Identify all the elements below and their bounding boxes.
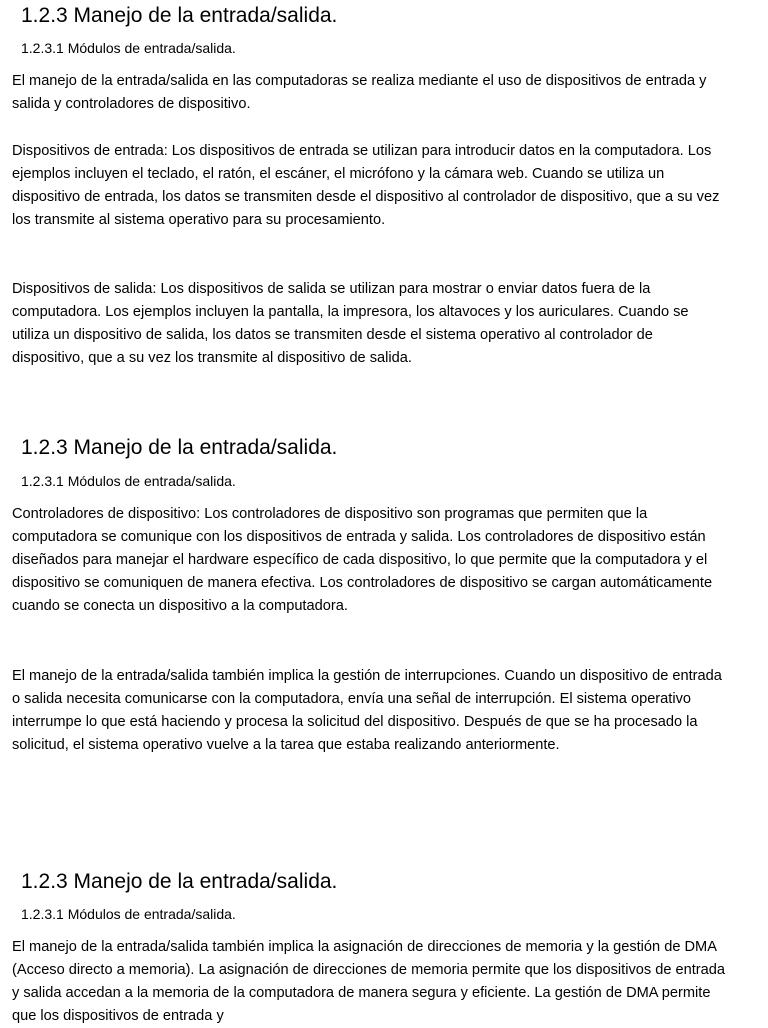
slide-title: 1.2.3 Manejo de la entrada/salida.	[21, 436, 338, 459]
paragraph: El manejo de la entrada/salida también implica la gestión de interrupciones. Cuando un dispositivo de entrada o salida necesita comunicarse con la computadora, envía una señal de interrupción. El sistema operativo interrumpe lo que está haciendo y procesa la solicitud del dispositivo. Después de que se ha procesado la solicitud, el sistema operativo vuelve a la tarea que estaba realizando anteriormente.	[12, 668, 722, 753]
slide-title: 1.2.3 Manejo de la entrada/salida.	[21, 4, 338, 27]
slide-subtitle: 1.2.3.1 Módulos de entrada/salida.	[21, 40, 236, 56]
paragraph: El manejo de la entrada/salida también implica la asignación de direcciones de memoria y la gestión de DMA (Acceso directo a memoria). La asignación de direcciones de memoria permite que los dispositivos de entrada y salida accedan a la memoria de la computadora de manera segura y eficiente. La gestión de DMA permite que los dispositivos de entrada y	[12, 939, 726, 1024]
slide-title: 1.2.3 Manejo de la entrada/salida.	[21, 870, 338, 893]
paragraph: Dispositivos de entrada: Los dispositivos de entrada se utilizan para introducir datos en la computadora. Los ejemplos incluyen el teclado, el ratón, el escáner, el micrófono y la cámara web. Cuando se utiliza un dispositivo de entrada, los datos se transmiten desde el dispositivo al controlador de dispositivo, que a su vez los transmite al sistema operativo para su procesamiento.	[12, 143, 720, 228]
paragraph: Controladores de dispositivo: Los controladores de dispositivo son programas que permiten que la computadora se comunique con los dispositivos de entrada y salida. Los controladores de dispositivo están diseñados para manejar el hardware específico de cada dispositivo, lo que permite que la computadora y el dispositivo se comuniquen de manera efectiva. Los controladores de dispositivo se cargan automáticamente cuando se conecta un dispositivo a la computadora.	[12, 506, 713, 614]
paragraph: Dispositivos de salida: Los dispositivos de salida se utilizan para mostrar o enviar datos fuera de la computadora. Los ejemplos incluyen la pantalla, la impresora, los altavoces y los auriculares. Cuando se utiliza un dispositivo de salida, los datos se transmiten desde el sistema operativo al controlador de dispositivo, que a su vez los transmite al dispositivo de salida.	[12, 281, 689, 366]
slide-subtitle: 1.2.3.1 Módulos de entrada/salida.	[21, 473, 236, 489]
paragraph: El manejo de la entrada/salida en las computadoras se realiza mediante el uso de dispositivos de entrada y salida y controladores de dispositivo.	[12, 73, 707, 112]
slide-subtitle: 1.2.3.1 Módulos de entrada/salida.	[21, 906, 236, 922]
